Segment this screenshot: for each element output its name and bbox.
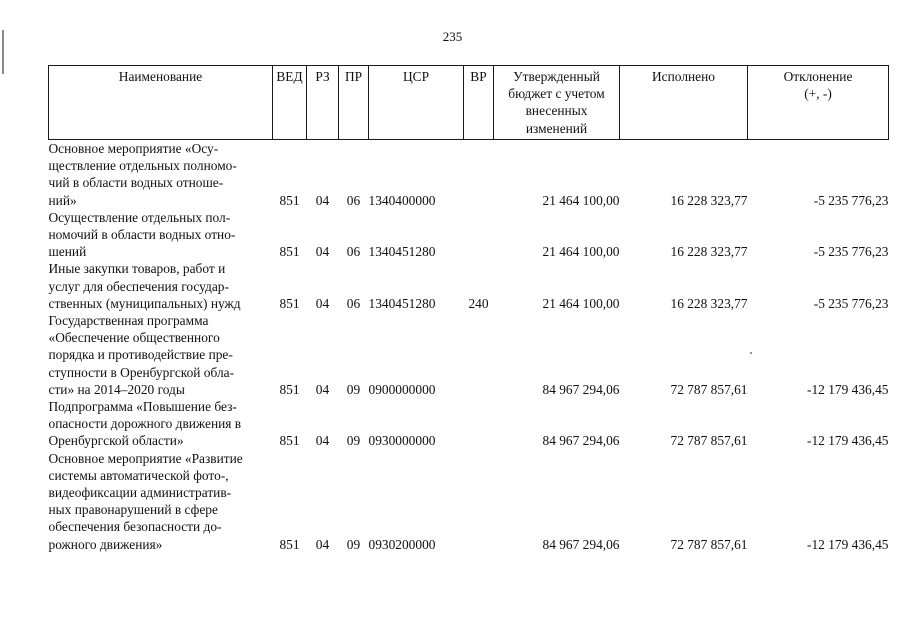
row-deviation: -12 179 436,45 [807, 536, 889, 552]
row-rz: 04 [315, 244, 330, 260]
row-ved: 851 [279, 536, 300, 552]
table-row [49, 312, 889, 398]
row-deviation: -5 235 776,23 [813, 244, 889, 260]
row-vr [464, 209, 494, 261]
row-csr: 1340451280 [368, 244, 436, 260]
row-approved-budget: 21 464 100,00 [542, 295, 620, 311]
row-vr [464, 450, 494, 553]
row-executed: 72 787 857,61 [670, 433, 748, 449]
header-deviation-line: (+, -) [804, 86, 832, 102]
header-executed: Исполнено [620, 66, 748, 140]
header-deviation [748, 66, 889, 140]
row-csr: 0930200000 [368, 536, 436, 552]
header-ved: ВЕД [273, 66, 307, 140]
table-row [49, 450, 889, 553]
row-vr [464, 398, 494, 450]
row-name [49, 398, 273, 450]
row-rz: 04 [315, 295, 330, 311]
row-ved: 851 [279, 295, 300, 311]
row-name [49, 209, 273, 261]
row-name-line: Государственная программа [48, 313, 209, 329]
header-budget-line: внесенных [525, 103, 588, 119]
row-deviation: -12 179 436,45 [807, 433, 889, 449]
row-name-line: ний» [48, 192, 77, 208]
row-rz: 04 [315, 192, 330, 208]
row-pr: 06 [346, 192, 361, 208]
row-vr: 240 [468, 295, 489, 311]
row-executed: 72 787 857,61 [670, 536, 748, 552]
row-name-line: ных правонарушений в сфере [48, 502, 218, 518]
row-name-line: Оренбургской области» [48, 433, 184, 449]
row-pr: 06 [346, 244, 361, 260]
row-executed: 16 228 323,77 [670, 192, 748, 208]
row-vr [464, 312, 494, 398]
header-pr: ПР [339, 66, 369, 140]
row-name-line: Основное мероприятие «Осу- [48, 141, 219, 156]
row-pr: 09 [346, 536, 361, 552]
header-vr: ВР [464, 66, 494, 140]
row-name [49, 450, 273, 553]
row-name-line: шений [48, 244, 87, 260]
row-ved: 851 [279, 244, 300, 260]
row-name-line: «Обеспечение общественного [48, 330, 220, 346]
row-approved-budget: 84 967 294,06 [542, 433, 620, 449]
row-deviation: -12 179 436,45 [807, 381, 889, 397]
row-vr [464, 140, 494, 209]
row-csr: 1340400000 [368, 192, 436, 208]
row-approved-budget: 21 464 100,00 [542, 192, 620, 208]
row-name-line: номочий в области водных отно- [48, 227, 236, 243]
row-pr: 09 [346, 381, 361, 397]
budget-execution-table [48, 65, 889, 553]
row-rz: 04 [315, 433, 330, 449]
row-executed: 16 228 323,77 [670, 295, 748, 311]
header-approved-budget [494, 66, 620, 140]
header-rz: РЗ [307, 66, 339, 140]
page-number: 235 [442, 29, 463, 44]
row-name-line: Подпрограмма «Повышение без- [48, 399, 237, 415]
row-name-line: системы автоматической фото-, [48, 467, 229, 483]
row-deviation: -5 235 776,23 [813, 295, 889, 311]
row-csr: 0930000000 [368, 433, 436, 449]
row-name-line: опасности дорожного движения в [48, 416, 242, 432]
row-name [49, 140, 273, 209]
row-ved: 851 [279, 381, 300, 397]
row-name [49, 312, 273, 398]
header-budget-line: изменений [525, 120, 588, 136]
row-ved: 851 [279, 433, 300, 449]
row-csr: 0900000000 [368, 381, 436, 397]
row-name-line: ществление отдельных полномо- [48, 158, 237, 174]
row-pr: 06 [346, 295, 361, 311]
row-name-line: обеспечения безопасности до- [48, 519, 222, 535]
table-header-row [49, 66, 889, 140]
row-name-line: ступности в Оренбургской обла- [48, 364, 235, 380]
row-executed: 16 228 323,77 [670, 244, 748, 260]
row-rz: 04 [315, 536, 330, 552]
header-budget-line: бюджет с учетом [508, 86, 605, 102]
row-name-line: видеофиксации административ- [48, 485, 232, 501]
header-deviation-line: Отклонение [783, 69, 853, 84]
row-approved-budget: 21 464 100,00 [542, 244, 620, 260]
table-row [49, 209, 889, 261]
row-ved: 851 [279, 192, 300, 208]
row-pr: 09 [346, 433, 361, 449]
row-name-line: чий в области водных отноше- [48, 175, 224, 191]
table-row [49, 260, 889, 312]
table-row [49, 140, 889, 209]
row-name-line: сти» на 2014–2020 годы [48, 381, 185, 397]
row-approved-budget: 84 967 294,06 [542, 536, 620, 552]
row-name-line: ственных (муниципальных) нужд [48, 295, 241, 311]
table-row [49, 398, 889, 450]
row-csr: 1340451280 [368, 295, 436, 311]
row-name-line: услуг для обеспечения государ- [48, 278, 229, 294]
header-budget-line: Утвержденный [513, 69, 600, 84]
row-name-line: Осуществление отдельных пол- [48, 209, 231, 225]
scan-speck [750, 352, 752, 354]
header-name: Наименование [49, 66, 273, 140]
row-name-line: Основное мероприятие «Развитие [48, 450, 243, 466]
row-name-line: Иные закупки товаров, работ и [48, 261, 226, 277]
row-deviation: -5 235 776,23 [813, 192, 889, 208]
row-name [49, 260, 273, 312]
row-rz: 04 [315, 381, 330, 397]
row-name-line: порядка и противодействие пре- [48, 347, 233, 363]
row-approved-budget: 84 967 294,06 [542, 381, 620, 397]
header-csr: ЦСР [369, 66, 464, 140]
row-name-line: рожного движения» [48, 536, 163, 552]
row-executed: 72 787 857,61 [670, 381, 748, 397]
